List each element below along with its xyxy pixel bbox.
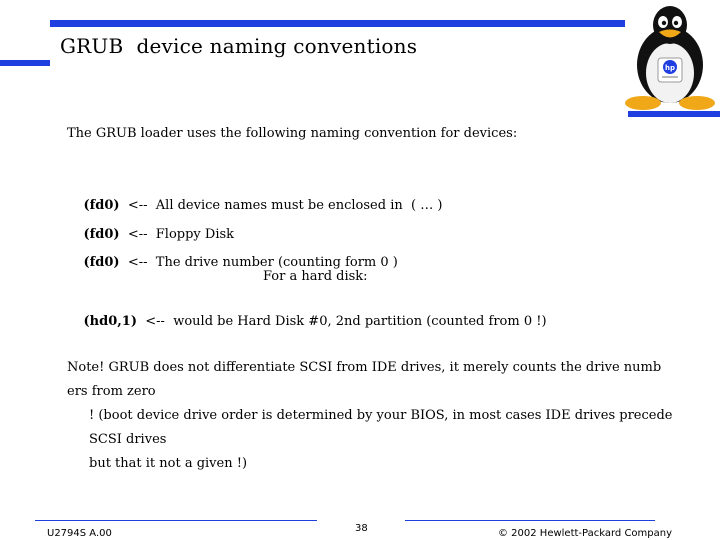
accent-bar-left [0, 60, 50, 66]
device-description: <-- All device names must be enclosed in ( … ) [127, 198, 443, 213]
device-code: (fd0) [83, 227, 120, 242]
device-code: (fd0) [83, 255, 120, 270]
accent-bar-right [628, 111, 720, 117]
device-code: (hd0,1) [83, 314, 137, 329]
tux-penguin-hp-icon [623, 3, 717, 111]
slide-title: GRUB device naming conventions [60, 34, 418, 58]
accent-bar-top [50, 20, 625, 27]
device-code: (fd0) [83, 198, 120, 213]
device-description: <-- The drive number (counting form 0 ) [127, 255, 398, 270]
footer-divider-left [35, 520, 317, 521]
footer-divider-right [405, 520, 655, 521]
svg-text:hp: hp [665, 64, 675, 72]
note-line: but that it not a given !) [89, 456, 248, 471]
note-line: Note! GRUB does not differentiate SCSI from IDE drives, it merely counts the drive numb ers from zero [67, 360, 662, 399]
note-line: ! (boot device drive order is determined by your BIOS, in most cases IDE drives precede SCSI drives [89, 408, 673, 447]
intro-text: The GRUB loader uses the following naming convention for devices: [67, 126, 518, 141]
copyright: © 2002 Hewlett-Packard Company [498, 528, 673, 539]
list-item [67, 299, 547, 344]
page-number: 38 [355, 523, 368, 534]
course-code: U2794S A.00 [47, 528, 112, 539]
device-description: <-- would be Hard Disk #0, 2nd partition (counted from 0 !) [145, 314, 547, 329]
note-paragraph [67, 356, 677, 476]
device-description: <-- Floppy Disk [127, 227, 235, 242]
hard-disk-label: For a hard disk: [263, 269, 368, 284]
